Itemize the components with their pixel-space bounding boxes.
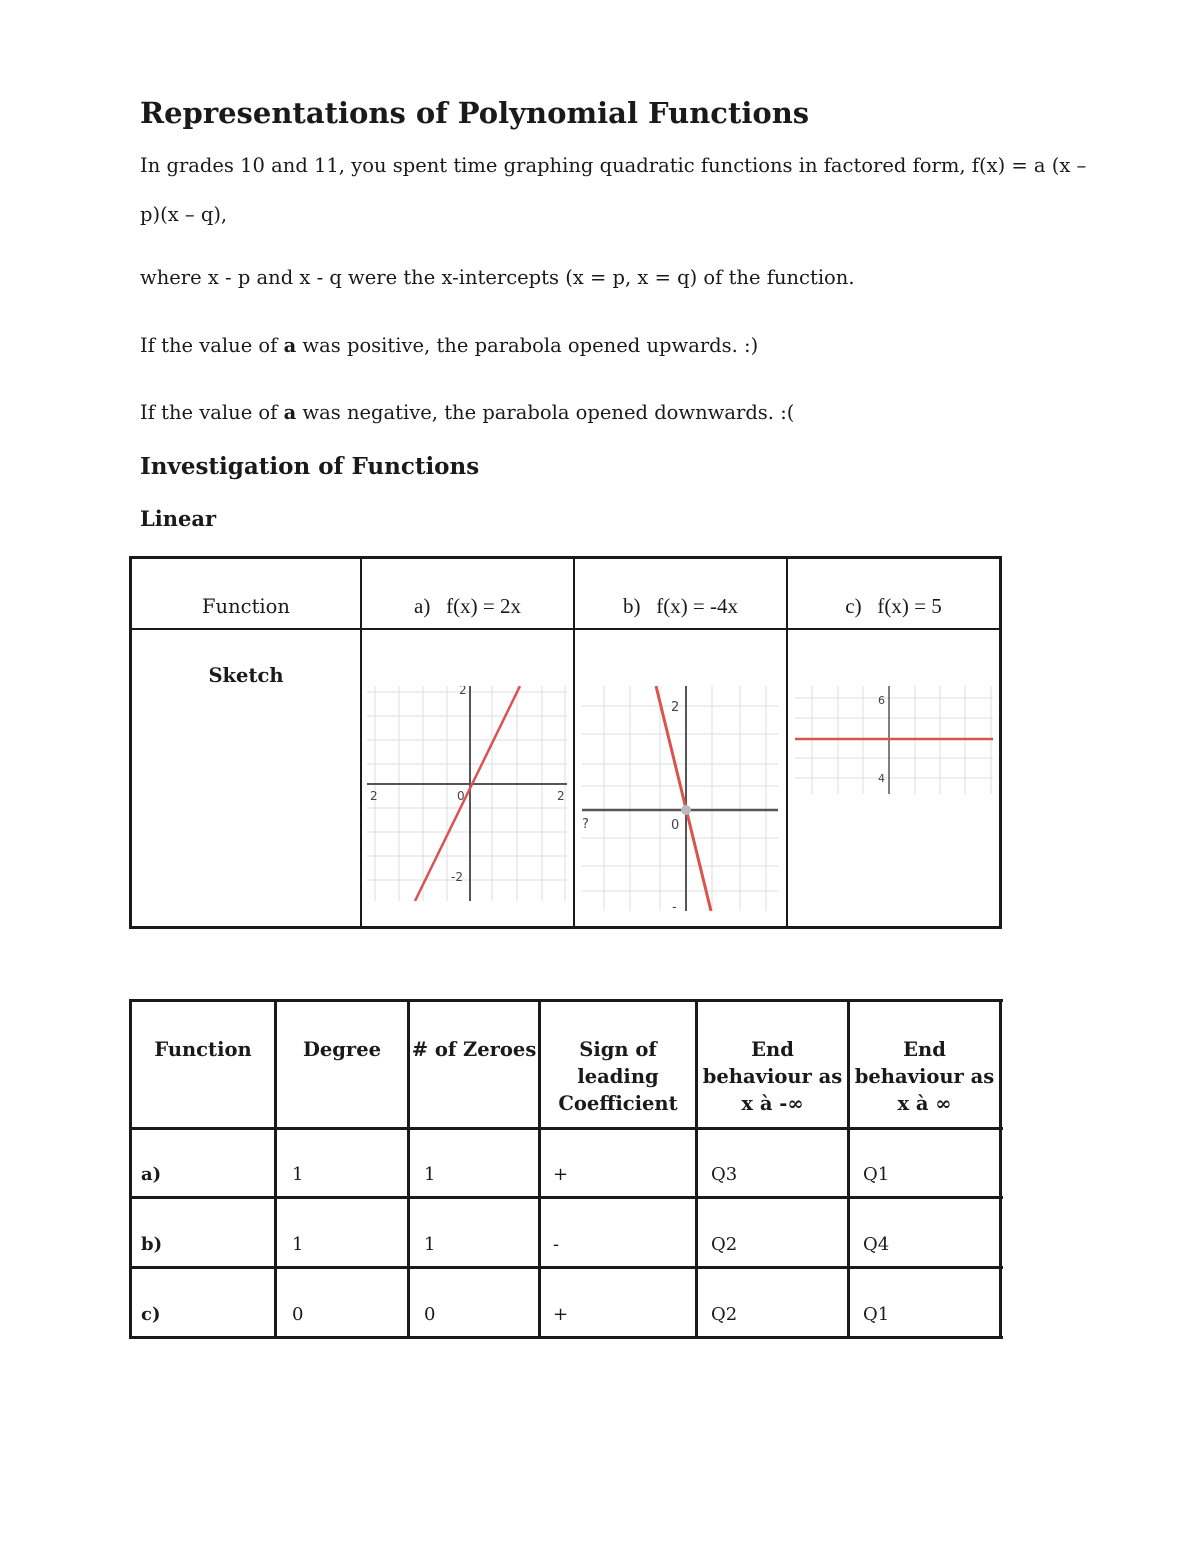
properties-table bbox=[129, 999, 1003, 1340]
graph-a-line bbox=[415, 686, 520, 901]
graph-a-tick-origin: 0 bbox=[457, 789, 465, 803]
intro-line-3: where x - p and x - q were the x-intercepts (x = p, x = q) of the function. bbox=[140, 266, 855, 289]
graph-b-origin-point bbox=[681, 805, 691, 815]
row-a-end-neg: Q3 bbox=[711, 1164, 738, 1185]
row-c-degree: 0 bbox=[292, 1304, 304, 1325]
row-a-zeroes: 1 bbox=[424, 1164, 436, 1185]
header-sign: Sign of leading Coefficient bbox=[558, 1038, 678, 1115]
row-a-label: a) bbox=[141, 1164, 162, 1185]
col-c-header: c) f(x) = 5 bbox=[845, 594, 942, 618]
col-b-header: b) f(x) = -4x bbox=[622, 594, 739, 618]
sketch-header: Sketch bbox=[208, 664, 284, 687]
row-c-end-pos: Q1 bbox=[863, 1304, 890, 1325]
row-b-end-neg: Q2 bbox=[711, 1234, 738, 1255]
graph-a bbox=[367, 686, 567, 901]
row-b-zeroes: 1 bbox=[424, 1234, 436, 1255]
positive-a-sentence: If the value of a was positive, the parabola opened upwards. :) bbox=[140, 334, 759, 357]
row-a-end-pos: Q1 bbox=[863, 1164, 890, 1185]
function-header: Function bbox=[202, 595, 290, 618]
graph-a-tick-right: 2 bbox=[557, 789, 565, 803]
graph-b-grid bbox=[582, 686, 778, 911]
graph-c-tick-bottom: 4 bbox=[878, 772, 885, 785]
graph-b-tick-left: ? bbox=[582, 817, 589, 832]
graph-a-tick-top: 2 bbox=[459, 686, 467, 697]
intro-line-2: p)(x – q), bbox=[140, 203, 228, 226]
graph-a-tick-bottom: -2 bbox=[451, 870, 463, 884]
row-b-sign: - bbox=[553, 1234, 560, 1255]
col-a-header: a) f(x) = 2x bbox=[414, 594, 521, 618]
header-end-negative: End behaviour as x à -∞ bbox=[702, 1038, 843, 1115]
graph-a-tick-left: 2 bbox=[370, 789, 378, 803]
row-c-label: c) bbox=[141, 1304, 161, 1325]
row-b-end-pos: Q4 bbox=[863, 1234, 890, 1255]
header-degree: Degree bbox=[302, 1038, 382, 1061]
intro-line-1: In grades 10 and 11, you spent time graphing quadratic functions in factored form, f(x) = a (x – bbox=[140, 154, 1087, 177]
graph-b-tick-top: 2 bbox=[671, 700, 680, 715]
header-function: Function bbox=[154, 1038, 252, 1061]
sketch-table bbox=[129, 556, 1002, 929]
graph-b bbox=[582, 686, 778, 911]
negative-a-sentence: If the value of a was negative, the parabola opened downwards. :( bbox=[140, 401, 795, 424]
header-zeroes: # of Zeroes bbox=[411, 1038, 537, 1061]
row-c-end-neg: Q2 bbox=[711, 1304, 738, 1325]
graph-c bbox=[795, 686, 993, 794]
row-b-degree: 1 bbox=[292, 1234, 304, 1255]
graph-b-tick-origin: 0 bbox=[671, 818, 680, 833]
row-c-zeroes: 0 bbox=[424, 1304, 436, 1325]
graph-c-tick-top: 6 bbox=[878, 694, 885, 707]
subsection-heading: Linear bbox=[140, 506, 217, 531]
row-b-label: b) bbox=[141, 1234, 163, 1255]
section-heading: Investigation of Functions bbox=[140, 453, 480, 480]
page-title: Representations of Polynomial Functions bbox=[140, 96, 810, 130]
header-end-positive: End behaviour as x à ∞ bbox=[854, 1038, 995, 1115]
graph-b-tick-bottom: - bbox=[672, 900, 677, 911]
row-a-sign: + bbox=[553, 1164, 569, 1185]
row-c-sign: + bbox=[553, 1304, 569, 1325]
row-a-degree: 1 bbox=[292, 1164, 304, 1185]
graph-b-line bbox=[656, 686, 711, 911]
